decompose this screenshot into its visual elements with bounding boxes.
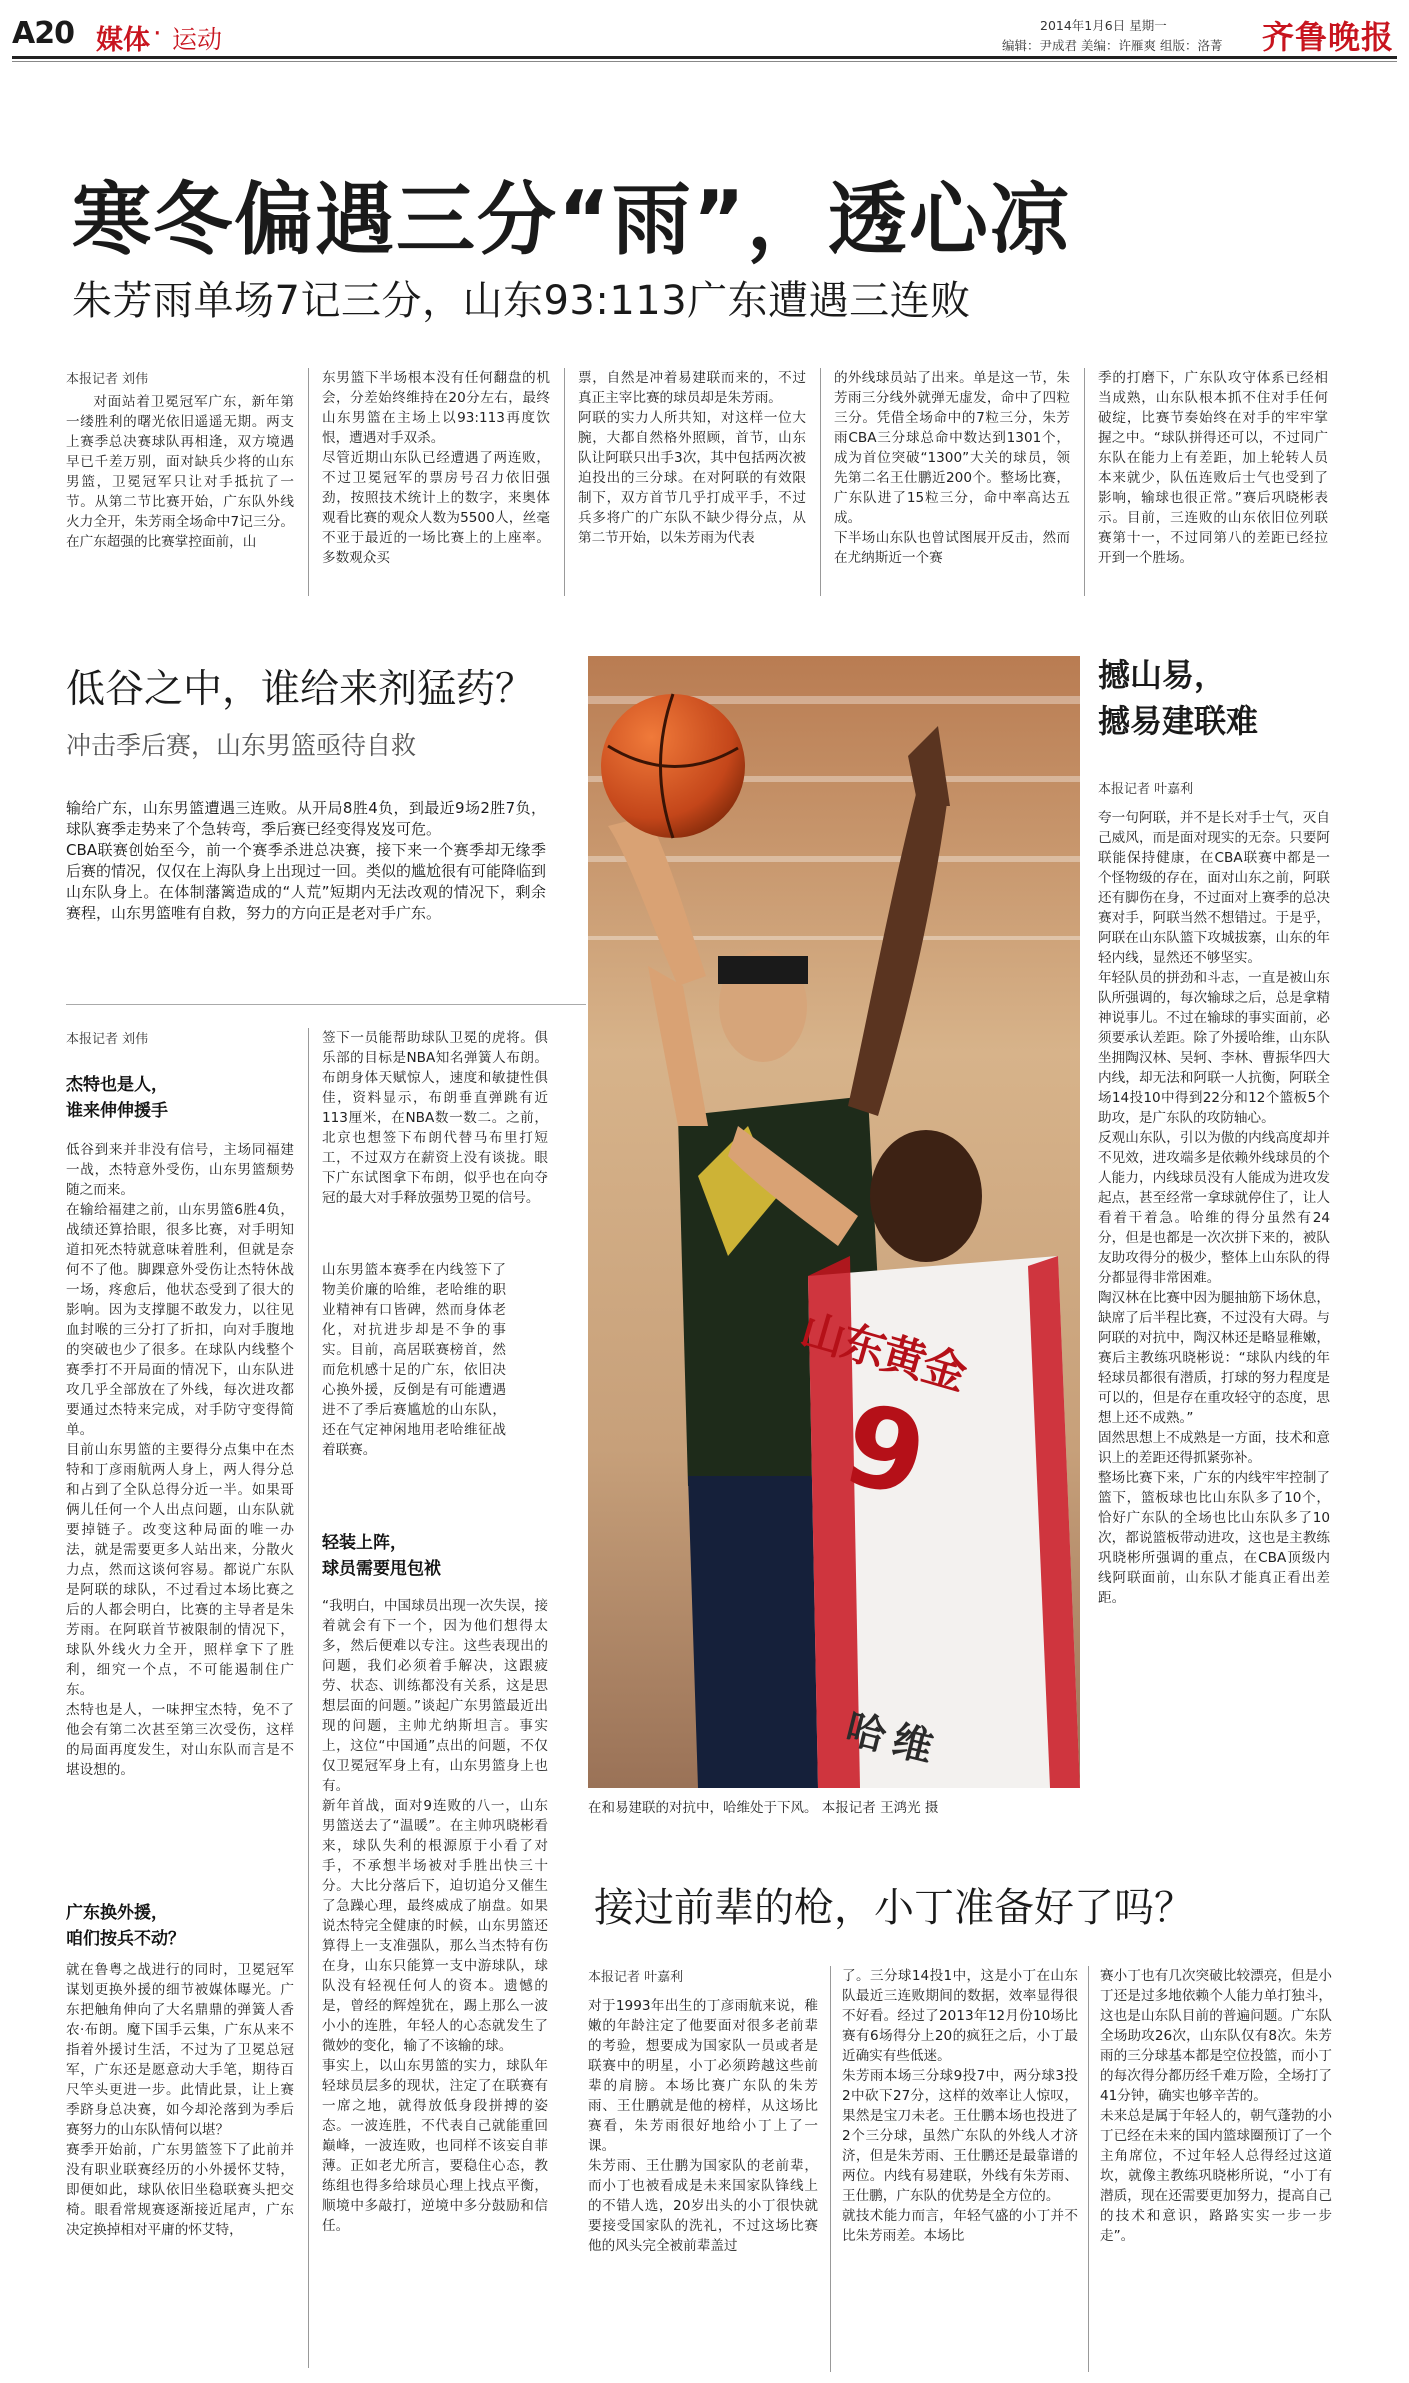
section-name: 媒体 bbox=[96, 25, 150, 56]
basketball-photo-illustration bbox=[588, 656, 1080, 1788]
col-divider bbox=[820, 368, 821, 596]
game-photo bbox=[588, 656, 1080, 1788]
feature-col-1b: 就在鲁粤之战进行的同时，卫冕冠军谋划更换外援的细节被媒体曝光。广东把触角伸向了大名鼎鼎的弹簧人香农·布朗。魔下国手云集，广东从来不指着外援讨生活，不过为了卫冕总冠军，广东还是愿意动大手笔，期待百尺竿头更进一步。此情此景，让上赛季跻身总决赛，如今却沦落到为季后赛努力的山东队情何以堪？ 赛季开始前，广东男篮签下了此前并没有职业联赛经历的小外援怀艾特，即便如此，球队依旧坐稳联赛头把交椅。眼看常规赛逐渐接近尾声，广东决定换掉相对平庸的怀艾特， bbox=[66, 1962, 294, 2238]
bottom-col-1: 对于1993年出生的丁彦雨航来说，稚嫩的年龄注定了他要面对很多老前辈的考验，想要成为国家队一员或者是联赛中的明星，小丁必须跨越这些前辈的肩膀。本场比赛广东队的朱芳雨、王仕鹏就是他的榜样，从这场比赛看，朱芳雨很好地给小丁上了一课。 朱芳雨、王仕鹏为国家队的老前辈，而小丁也被看成是未来国家队锋线上的不错人选，20岁出头的小丁很快就要接受国家队的洗礼，不过这场比赛他的风头完全被前辈盖过 bbox=[588, 1998, 818, 2254]
main-col-1-text: 对面站着卫冕冠军广东，新年第一缕胜利的曙光依旧遥遥无期。两支上赛季总决赛球队再相逢，双方境遇早已千差万别，面对缺兵少将的山东男篮，卫冕冠军只让对手抵抗了一节。从第二节比赛开始，广东队外线火力全开，朱芳雨全场命中7记三分。在广东超强的比赛掌控面前，山 bbox=[66, 394, 294, 550]
main-col-4: 的外线球员站了出来。单是这一节，朱芳雨三分线外就弹无虚发，命中了四粒三分。凭借全场命中的7粒三分，朱芳雨CBA三分球总命中数达到1301个，成为首位突破“1300”大关的球员，领先第二名王仕鹏近200个。整场比赛，广东队进了15粒三分，命中率高达五成。 下半场山东队也曾试图展开反击，然而在尤纳斯近一个赛 bbox=[834, 370, 1070, 566]
feature-subhead: 冲击季后赛，山东男篮亟待自救 bbox=[66, 731, 417, 760]
main-col-1 bbox=[66, 392, 294, 596]
feature-headline: 低谷之中，谁给来剂猛药？ bbox=[66, 667, 535, 712]
bottom-byline: 本报记者 叶嘉利 bbox=[588, 1970, 684, 1985]
main-subhead: 朱芳雨单场7记三分，山东93:113广东遭遇三连败 bbox=[72, 278, 971, 324]
feature-rule bbox=[66, 1004, 586, 1005]
feature-lead: 输给广东，山东男篮遭遇三连败。从开局8胜4负，到最近9场2胜7负，球队赛季走势来了个急转弯，季后赛已经变得岌岌可危。 CBA联赛创始至今，前一个赛季杀进总决赛，接下来一个赛季却无缘季后赛的情况，仅仅在上海队身上出现过一回。类似的尴尬很有可能降临到山东队身上。在体制藩篱造成的“人荒”短期内无法改观的情况下，剩余赛程，山东男篮唯有自救，努力的方向正是老对手广东。 bbox=[66, 799, 546, 922]
feature-sub-3: 轻装上阵， 球员需要甩包袱 bbox=[322, 1533, 441, 1579]
feature-sub-1: 杰特也是人， 谁来伸伸援手 bbox=[66, 1075, 168, 1121]
jersey-name: 哈维 bbox=[841, 1705, 946, 1774]
side-body: 夸一句阿联，并不是长对手士气，灭自己威风，而是面对现实的无奈。只要阿联能保持健康，在CBA联赛中都是一个怪物级的存在，面对山东之前，阿联还有脚伤在身，不过面对上赛季的总决赛对手，阿联当然不想错过。于是乎，阿联在山东队篮下攻城拔寨，山东的年轻内线，显然还不够坚实。 年轻队员的拼劲和斗志，一直是被山东队所强调的，每次输球之后，总是拿精神说事儿。不过在输球的事实面前，必须要承认差距。除了外援哈维，山东队坐拥陶汉林、吴轲、李林、曹振华四大内线，却无法和阿联一人抗衡，阿联全场14投10中得到22分和12个篮板5个助攻，是广东队的攻防轴心。 反观山东队，引以为傲的内线高度却并不见效，进攻端多是依赖外线球员的个人能力，内线球员没有人能成为进攻发起点，甚至经常一拿球就停住了，让人看着干着急。哈维的得分虽然有24分，但是也都是一次次拼下来的，被队友助攻得分的极少，整体上山东队的得分都显得非常困难。 陶汉林在比赛中因为腿抽筋下场休息，缺席了后半程比赛，不过没有大碍。与阿联的对抗中，陶汉林还是略显稚嫩，赛后主教练巩晓彬说：“球队内线的年轻球员都很有潜质，打球的努力程度是可以的，但是存在重攻轻守的态度，思想上还不成熟。” 固然思想上不成熟是一方面，技术和意识上的差距还得抓紧弥补。 整场比赛下来，广东的内线牢牢控制了篮下，篮板球也比山东队多了10个，恰好广东队的全场也比山东队多了10次，都说篮板带动进攻，这也是主教练巩晓彬所强调的重点，在CBA顶级内线阿联面前，山东队才能真正看出差距。 bbox=[1098, 810, 1330, 1606]
newspaper-logo: 齐鲁晚报 bbox=[1262, 18, 1395, 56]
col-divider bbox=[308, 1028, 309, 2368]
feature-col-1a: 低谷到来并非没有信号，主场同福建一战，杰特意外受伤，山东男篮颓势随之而来。 在输给福建之前，山东男篮6胜4负，战绩还算拾眼，很多比赛，对手明知道扣死杰特就意味着胜利，但就是奈何不了他。脚踝意外受伤让杰特休战一场，疼愈后，他状态受到了很大的影响。因为支撑腿不敢发力，以往见血封喉的三分打了折扣，向对手腹地的突破也少了很多。在球队内线整个赛季打不开局面的情况下，山东队进攻几乎全部放在了外线，每次进攻都要通过杰特来完成，对手防守变得简单。 目前山东男篮的主要得分点集中在杰特和丁彦雨航两人身上，两人得分总和占到了全队总得分近一半。如果哥俩儿任何一个人出点问题，山东队就要掉链子。改变这种局面的唯一办法，就是需要更多人站出来，分散火力点，然而这谈何容易。都说广东队是阿联的球队，不过看过本场比赛之后的人都会明白，比赛的主导者是朱芳雨。在阿联首节被限制的情况下，球队外线火力全开，照样拿下了胜利，细究一个点，不可能遏制住广东。 杰特也是人，一味押宝杰特，免不了他会有第二次甚至第三次受伤，这样的局面再度发生，对山东队而言是不堪设想的。 bbox=[66, 1142, 294, 1778]
jersey-team-text: 山东黄金 bbox=[794, 1304, 971, 1400]
col-divider bbox=[308, 368, 309, 596]
main-headline: 寒冬偏遇三分“雨”，透心凉 bbox=[72, 174, 1071, 266]
bottom-col-3: 赛小丁也有几次突破比较漂亮，但是小丁还是过多地依赖个人能力单打独斗，这也是山东队目前的普遍问题。广东队全场助攻26次，山东队仅有8次。朱芳雨的三分球基本都是空位投篮，而小丁的每次得分都历经千难万险，全场打了41分钟，确实也够辛苦的。 未来总是属于年轻人的，朝气蓬勃的小丁已经在未来的国内篮球圈预订了一个主角席位，不过年轻人总得经过这道坎，就像主教练巩晓彬所说，“小丁有潜质，现在还需要更加努力，提高自己的技术和意识，路路实实一步一步走”。 bbox=[1100, 1968, 1332, 2244]
feature-sub-2: 广东换外援， 咱们按兵不动？ bbox=[66, 1903, 185, 1949]
main-col-5: 季的打磨下，广东队攻守体系已经相当成熟，山东队根本抓不住对手任何破绽，比赛节奏始终在对手的牢牢掌握之中。“球队拼得还可以，不过同广东队在能力上有差距，加上轮转人员本来就少，队伍连败后士气也受到了影响，输球也很正常。”赛后巩晓彬表示。目前，三连败的山东依旧位列联赛第十一，不过同第八的差距已经拉开到一个胜场。 bbox=[1098, 370, 1328, 566]
main-byline: 本报记者 刘伟 bbox=[66, 372, 149, 387]
page-number: A20 bbox=[12, 16, 74, 51]
feature-col-2-inline: 山东男篮本赛季在内线签下了物美价廉的哈维，老哈维的职业精神有口皆碑，然而身体老化，对抗进步却是不争的事实。目前，高居联赛榜首，然而危机感十足的广东，依旧决心换外援，反倒是有可能遭遇进不了季后赛尴尬的山东队，还在气定神闲地用老哈维征战着联赛。 bbox=[322, 1262, 506, 1458]
side-byline: 本报记者 叶嘉利 bbox=[1098, 782, 1194, 797]
editors-line: 编辑：尹成君 美编：许雁爽 组版：洛菁 bbox=[1002, 38, 1223, 53]
col-divider bbox=[830, 1966, 831, 2372]
feature-col-2a: 签下一员能帮助球队卫冕的虎将。俱乐部的目标是NBA知名弹簧人布朗。布朗身体天赋惊人，速度和敏捷性俱佳，资料显示，布朗垂直弹跳有近113厘米，在NBA数一数二。之前，北京也想签下布朗代替马布里打短工，不过双方在薪资上没有谈拢。眼下广东试图拿下布朗，似乎也在向夺冠的最大对手释放强势卫冕的信号。 bbox=[322, 1030, 548, 1206]
masthead-rule-thin bbox=[12, 61, 1397, 62]
masthead-rule bbox=[12, 56, 1397, 59]
bottom-col-2: 了。三分球14投1中，这是小丁在山东队最近三连败期间的数据，效率显得很不好看。经过了2013年12月份10场比赛有6场得分上20的疯狂之后，小丁最近确实有些低迷。 朱芳雨本场三分球9投7中，两分球3投2中砍下27分，这样的效率让人惊叹，果然是宝刀未老。王仕鹏本场也投进了2个三分球，虽然广东队的外线人才济济，但是朱芳雨、王仕鹏还是最靠谱的两位。内线有易建联，外线有朱芳雨、王仕鹏，广东队的优势是全方位的。 就技术能力而言，年轻气盛的小丁并不比朱芳雨差。本场比 bbox=[842, 1968, 1078, 2244]
feature-col-2b: “我明白，中国球员出现一次失误，接着就会有下一个，因为他们想得太多，然后便难以专注。这些表现出的问题，我们必须着手解决，这跟疲劳、状态、训练都没有关系，这是思想层面的问题。”谈起广东男篮最近出现的问题，主帅尤纳斯坦言。事实上，这位“中国通”点出的问题，不仅仅卫冕冠军身上有，山东男篮身上也有。 新年首战，面对9连败的八一，山东男篮送去了“温暖”。在主帅巩晓彬看来，球队失利的根源原于小看了对手，不承想半场被对手胜出快三十分。大比分落后下，迫切追分又催生了急躁心理，最终威成了崩盘。如果说杰特完全健康的时候，山东男篮还算得上一支准强队，那么当杰特有伤在身，山东只能算一支中游球队，球队没有轻视任何人的资本。遗憾的是，曾经的辉煌犹在，踢上那么一波小小的连胜，年轻人的心态就发生了微妙的变化，输了不该输的球。 事实上，以山东男篮的实力，球队年轻球员层多的现状，注定了在联赛有一席之地，就得放低身段拼搏的姿态。一波连胜，不代表自己就能重回巅峰，一波连败，也同样不该妄自菲薄。正如老尤所言，要稳住心态，教练组也得多给球员心理上找点平衡，顺境中多敲打，逆境中多分鼓励和信任。 bbox=[322, 1598, 548, 2234]
col-divider bbox=[1084, 368, 1085, 596]
photo-caption: 在和易建联的对抗中，哈维处于下风。 本报记者 王鸿光 摄 bbox=[588, 1800, 939, 1816]
col-divider bbox=[1088, 1966, 1089, 2372]
col-divider bbox=[564, 368, 565, 596]
main-col-3: 票，自然是冲着易建联而来的，不过真正主宰比赛的球员却是朱芳雨。 阿联的实力人所共知，对这样一位大腕，大都自然格外照顾，首节，山东队让阿联只出手3次，其中包括两次被迫投出的三分球。在对阿联的有效限制下，双方首节几乎打成平手，不过兵多将广的广东队不缺少得分点，从第二节开始，以朱芳雨为代表 bbox=[578, 370, 806, 546]
bottom-headline: 接过前辈的枪，小丁准备好了吗？ bbox=[594, 1885, 1194, 1931]
feature-byline: 本报记者 刘伟 bbox=[66, 1032, 149, 1047]
date-line: 2014年1月6日 星期一 bbox=[1040, 18, 1167, 33]
section-dot: · bbox=[153, 18, 162, 49]
sub-section-name: 运动 bbox=[172, 25, 223, 54]
jersey-number: 9 bbox=[833, 1379, 937, 1523]
main-col-2: 东男篮下半场根本没有任何翻盘的机会，分差始终维持在20分左右，最终山东男篮在主场上以93:113再度饮恨，遭遇对手双杀。 尽管近期山东队已经遭遇了两连败，不过卫冕冠军的票房号召力依旧强劲，按照技术统计上的数字，来奥体观看比赛的观众人数为5500人，丝毫不亚于最近的一场比赛上的上座率。多数观众买 bbox=[322, 370, 550, 566]
side-headline: 撼山易， 撼易建联难 bbox=[1098, 656, 1259, 740]
